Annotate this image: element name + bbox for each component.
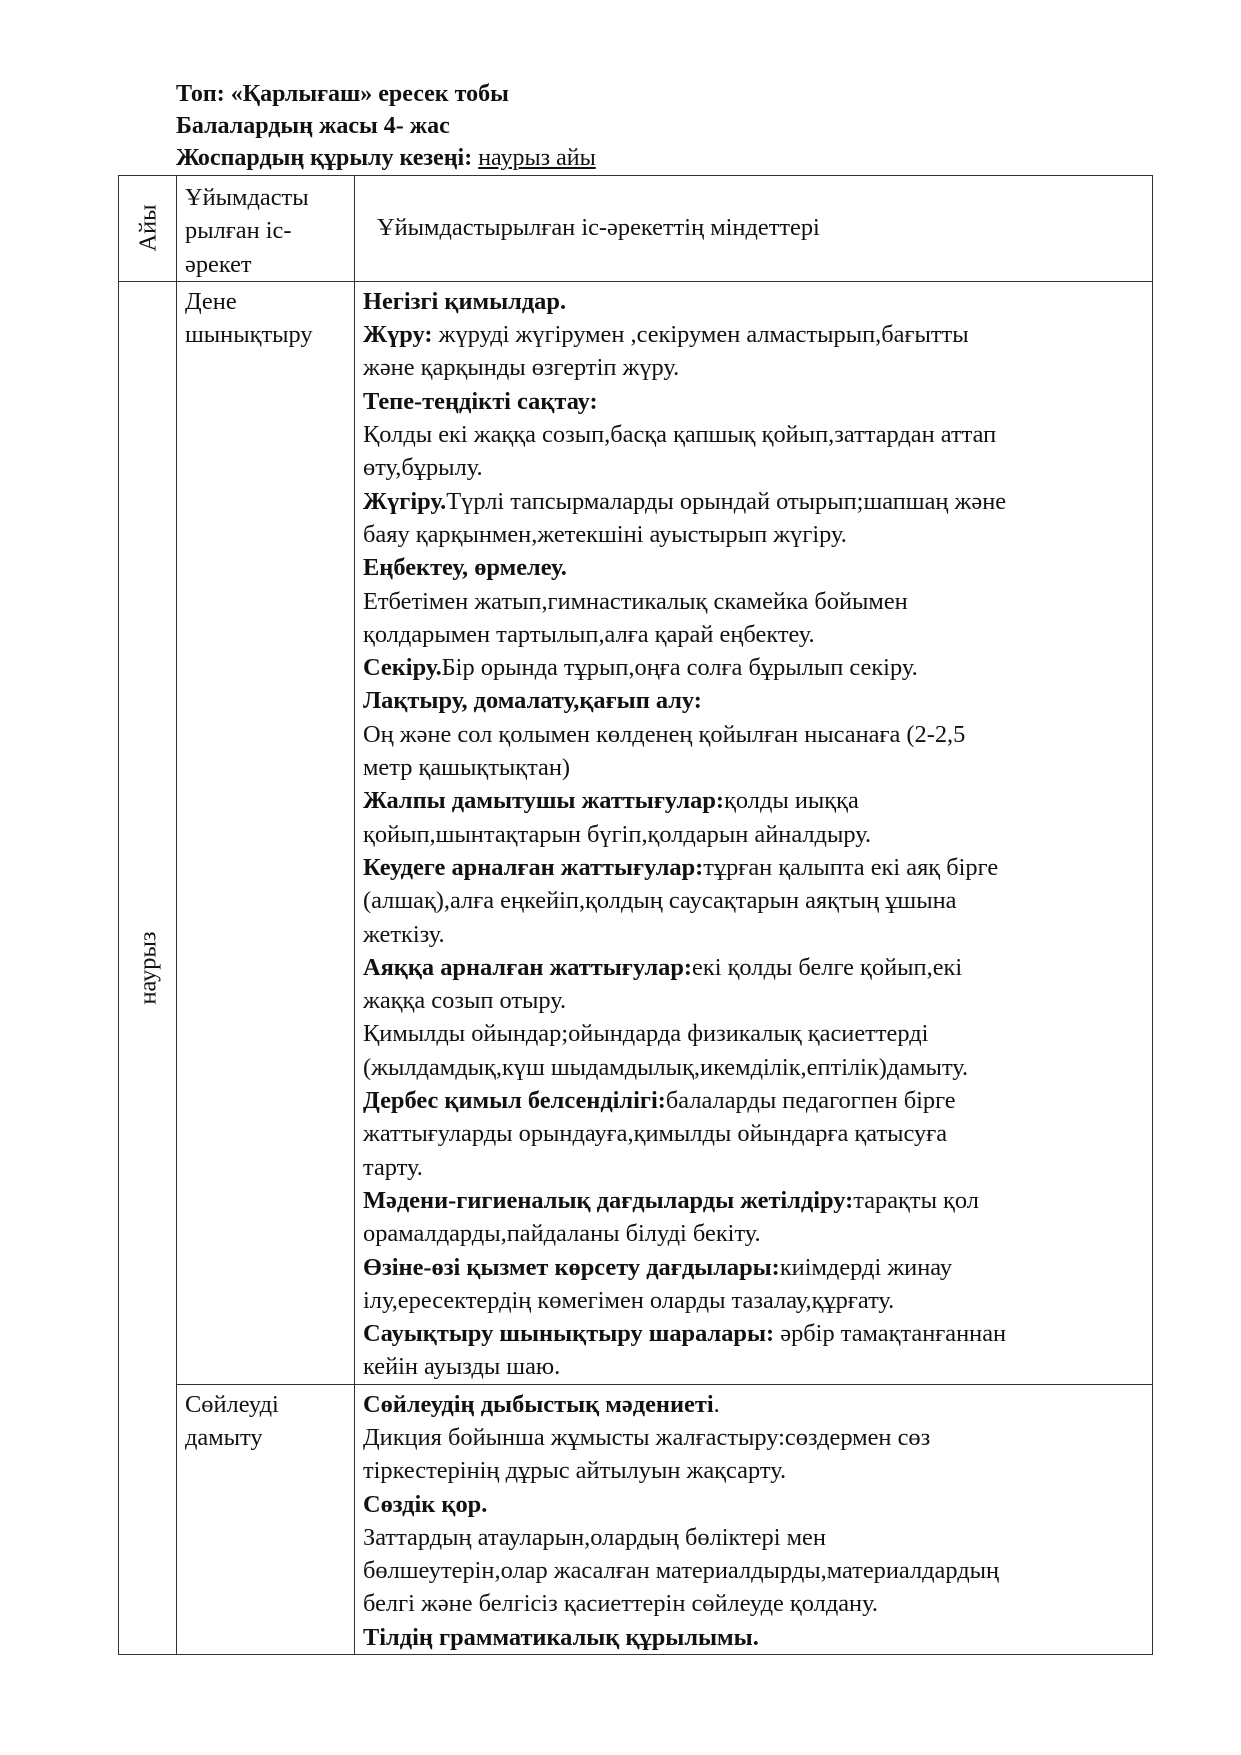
task-text: (алшақ),алға еңкейіп,қолдың саусақтарын аяқтың ұшына bbox=[363, 887, 957, 915]
task-text: екі қолды белге қойып,екі bbox=[692, 953, 963, 981]
task-line bbox=[363, 918, 1144, 951]
task-text: қолдарымен тартылып,алға қарай еңбектеу. bbox=[363, 620, 815, 648]
task-heading: Тепе-теңдікті сақтау: bbox=[363, 387, 598, 415]
task-line bbox=[363, 618, 1144, 651]
age-line: Балалардың жасы 4- жас bbox=[176, 113, 450, 139]
task-text: және қарқынды өзгертіп жүру. bbox=[363, 354, 680, 382]
activity-line: Сөйлеуді bbox=[185, 1390, 279, 1418]
header-activity-cell bbox=[177, 176, 355, 282]
task-line bbox=[363, 1117, 1144, 1150]
task-text: киімдерді жинау bbox=[779, 1253, 953, 1281]
task-text: жеткізу. bbox=[363, 920, 445, 948]
task-line bbox=[363, 684, 1144, 717]
task-heading: Еңбектеу, өрмелеу. bbox=[363, 554, 567, 582]
plan-period: наурыз айы bbox=[478, 145, 596, 171]
task-heading: Аяққа арналған жаттығулар: bbox=[363, 953, 693, 981]
activity-line: Дене bbox=[185, 287, 237, 315]
task-heading: Сөздік қор. bbox=[363, 1490, 488, 1518]
task-heading: Лақтыру, домалату,қағып алу: bbox=[363, 687, 702, 715]
task-heading: Мәдени-гигиеналық дағдыларды жетілдіру: bbox=[363, 1186, 854, 1214]
tasks-cell bbox=[355, 1384, 1153, 1654]
table-row bbox=[119, 281, 1153, 1384]
task-line bbox=[363, 751, 1144, 784]
task-heading: Жүру: bbox=[363, 321, 433, 349]
task-text: . bbox=[713, 1390, 720, 1418]
plan-label: Жоспардың құрылу кезеңі: bbox=[176, 145, 479, 171]
task-heading: Тілдің грамматикалық құрылымы. bbox=[363, 1623, 759, 1651]
header-activity-line: рылған іс- bbox=[185, 217, 292, 245]
table-row bbox=[119, 1384, 1153, 1654]
task-line bbox=[363, 1151, 1144, 1184]
task-line bbox=[363, 951, 1144, 984]
task-text: кейін ауызды шаю. bbox=[363, 1353, 561, 1381]
header-activity-label bbox=[185, 176, 346, 281]
task-line bbox=[363, 518, 1144, 551]
task-line bbox=[363, 1521, 1144, 1554]
task-line bbox=[363, 1051, 1144, 1084]
task-line bbox=[363, 651, 1144, 684]
task-text: тарақты қол bbox=[853, 1186, 979, 1214]
task-text: өту,бұрылу. bbox=[363, 454, 483, 482]
task-text: қолды иыққа bbox=[724, 787, 859, 815]
task-line bbox=[363, 818, 1144, 851]
task-text: балаларды педагогпен бірге bbox=[665, 1087, 956, 1115]
task-text: әрбір тамақтанғаннан bbox=[774, 1320, 1007, 1348]
activity-label bbox=[185, 1385, 346, 1455]
task-line bbox=[363, 884, 1144, 917]
task-heading: Жалпы дамытушы жаттығулар: bbox=[363, 787, 725, 815]
task-line bbox=[363, 585, 1144, 618]
task-heading: Секіру. bbox=[363, 654, 442, 682]
task-line bbox=[363, 1554, 1144, 1587]
task-line bbox=[363, 1587, 1144, 1620]
header-activity-line: әрекет bbox=[185, 250, 252, 278]
task-line bbox=[363, 1284, 1144, 1317]
header-activity-line: Ұйымдасты bbox=[185, 184, 309, 211]
tasks-content bbox=[363, 1385, 1144, 1654]
task-text: Қимылды ойындар;ойындарда физикалық қасиеттерді bbox=[363, 1020, 929, 1048]
task-text: тіркестерінің дұрыс айтылуын жақсарту. bbox=[363, 1457, 787, 1485]
task-line bbox=[363, 1488, 1144, 1521]
header-month-cell bbox=[119, 176, 177, 282]
task-text: баяу қарқынмен,жетекшіні ауыстырып жүгіру. bbox=[363, 520, 847, 548]
header-month-label: Айы bbox=[133, 204, 161, 252]
task-line bbox=[363, 351, 1144, 384]
task-line bbox=[363, 285, 1144, 318]
task-heading: Негізгі қимылдар. bbox=[363, 287, 567, 315]
activity-cell bbox=[177, 281, 355, 1384]
task-line bbox=[363, 784, 1144, 817]
task-line bbox=[363, 984, 1144, 1017]
task-heading: Дербес қимыл белсенділігі: bbox=[363, 1087, 666, 1115]
task-text: қойып,шынтақтарын бүгіп,қолдарын айналдыру. bbox=[363, 820, 872, 848]
task-text: Етбетімен жатып,гимнастикалық скамейка бойымен bbox=[363, 587, 908, 615]
task-line bbox=[363, 451, 1144, 484]
header-tasks-label: Ұйымдастырылған іс-әрекеттің міндеттері bbox=[377, 214, 820, 241]
task-text: ілу,ересектердің көмегімен оларды тазалау,құрғату. bbox=[363, 1286, 895, 1314]
group-line: Топ: «Қарлығаш» ересек тобы bbox=[176, 81, 509, 107]
activity-line: дамыту bbox=[185, 1423, 263, 1451]
task-text: Түрлі тапсырмаларды орындай отырып;шапшаң және bbox=[446, 487, 1007, 515]
task-heading: Кеудеге арналған жаттығулар: bbox=[363, 853, 704, 881]
task-text: жаққа созып отыру. bbox=[363, 987, 567, 1015]
task-text: Бір орында тұрып,оңға солға бұрылып секіру. bbox=[441, 654, 918, 682]
plan-line bbox=[176, 142, 596, 174]
task-heading: Сауықтыру шынықтыру шаралары: bbox=[363, 1320, 775, 1348]
task-line bbox=[363, 485, 1144, 518]
task-heading: Жүгіру. bbox=[363, 487, 447, 515]
activity-line: шынықтыру bbox=[185, 321, 313, 349]
task-text: Оң және сол қолымен көлденең қойылған нысанаға (2-2,5 bbox=[363, 720, 966, 748]
document-header bbox=[176, 78, 596, 174]
task-heading: Сөйлеудің дыбыстық мәдениеті bbox=[363, 1390, 714, 1418]
task-line bbox=[363, 1350, 1144, 1383]
activity-label bbox=[185, 282, 346, 352]
task-line bbox=[363, 418, 1144, 451]
task-line bbox=[363, 1317, 1144, 1350]
task-line bbox=[363, 1017, 1144, 1050]
task-line bbox=[363, 1421, 1144, 1454]
task-text: жаттығуларды орындауға,қимылды ойындарға қатысуға bbox=[363, 1120, 948, 1148]
activity-cell bbox=[177, 1384, 355, 1654]
task-heading: Өзіне-өзі қызмет көрсету дағдылары: bbox=[363, 1253, 780, 1281]
task-line bbox=[363, 851, 1144, 884]
task-line bbox=[363, 1251, 1144, 1284]
task-text: жүруді жүгірумен ,секірумен алмастырып,бағытты bbox=[432, 321, 969, 349]
task-line bbox=[363, 1454, 1144, 1487]
task-line bbox=[363, 1388, 1144, 1421]
task-line bbox=[363, 1217, 1144, 1250]
task-line bbox=[363, 1084, 1144, 1117]
task-line bbox=[363, 1621, 1144, 1654]
task-line bbox=[363, 551, 1144, 584]
task-line bbox=[363, 1184, 1144, 1217]
task-text: белгі және белгісіз қасиеттерін сөйлеуде қолдану. bbox=[363, 1590, 878, 1618]
task-line bbox=[363, 318, 1144, 351]
task-text: тарту. bbox=[363, 1153, 423, 1181]
task-line bbox=[363, 385, 1144, 418]
tasks-cell bbox=[355, 281, 1153, 1384]
table-header-row bbox=[119, 176, 1153, 282]
tasks-content bbox=[363, 282, 1144, 1384]
task-text: Қолды екі жаққа созып,басқа қапшық қойып,заттардан аттап bbox=[363, 421, 997, 449]
month-label: наурыз bbox=[133, 931, 161, 1005]
task-text: бөлшеутерін,олар жасалған материалдырды,материалдардың bbox=[363, 1557, 1000, 1585]
task-text: Заттардың атауларын,олардың бөліктері мен bbox=[363, 1523, 826, 1551]
header-tasks-cell bbox=[355, 176, 1153, 282]
month-cell bbox=[119, 281, 177, 1654]
task-text: тұрған қалыпта екі аяқ бірге bbox=[703, 853, 999, 881]
task-text: метр қашықтықтан) bbox=[363, 754, 571, 782]
task-text: орамалдарды,пайдаланы білуді бекіту. bbox=[363, 1220, 761, 1248]
plan-table bbox=[118, 175, 1153, 1655]
task-text: Дикция бойынша жұмысты жалғастыру:сөздермен сөз bbox=[363, 1423, 931, 1451]
task-text: (жылдамдық,күш шыдамдылық,икемділік,ептілік)дамыту. bbox=[363, 1053, 969, 1081]
task-line bbox=[363, 718, 1144, 751]
